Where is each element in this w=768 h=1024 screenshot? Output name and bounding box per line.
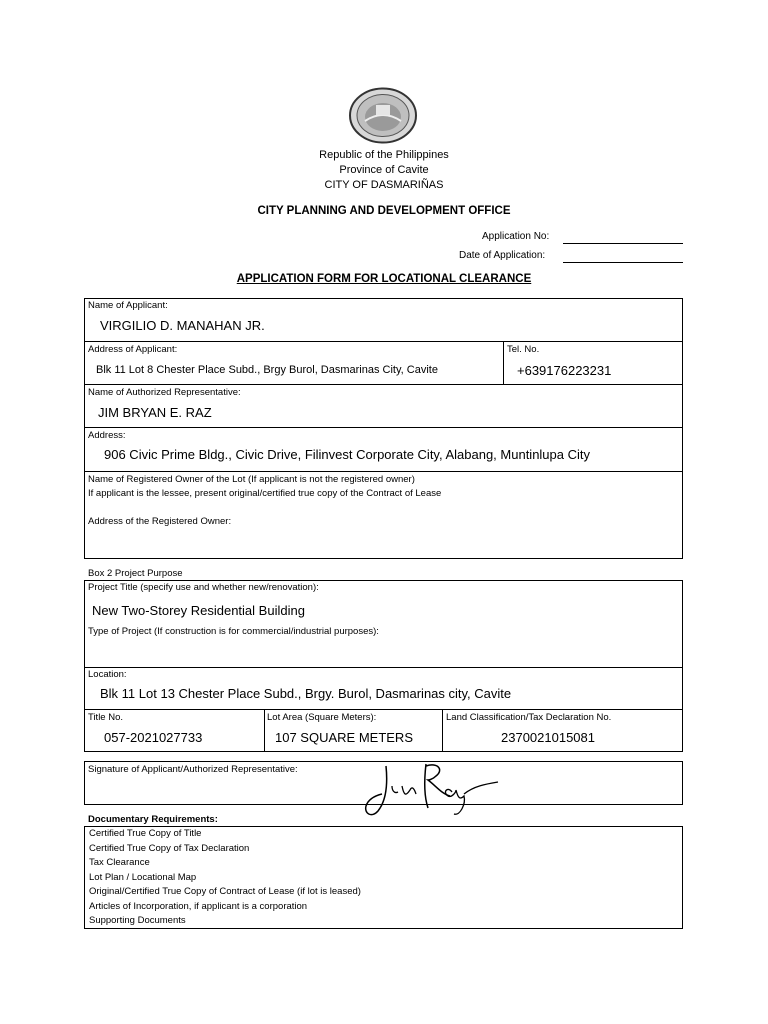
applicant-address[interactable]: Blk 11 Lot 8 Chester Place Subd., Brgy Burol, Dasmarinas City, Cavite	[96, 364, 438, 376]
land-class[interactable]: 2370021015081	[501, 730, 595, 745]
applicant-name[interactable]: VIRGILIO D. MANAHAN JR.	[100, 318, 265, 333]
project-title[interactable]: New Two-Storey Residential Building	[92, 603, 305, 618]
requirement-item: Lot Plan / Locational Map	[89, 872, 197, 883]
application-no-line[interactable]	[563, 243, 683, 244]
project-type-label: Type of Project (If construction is for commercial/industrial purposes):	[88, 626, 379, 637]
date-label: Date of Application:	[459, 250, 546, 261]
signature-mark[interactable]	[356, 756, 502, 826]
tel-label: Tel. No.	[507, 344, 540, 355]
project-title-label: Project Title (specify use and whether new/renovation):	[88, 582, 319, 593]
lot-area[interactable]: 107 SQUARE METERS	[275, 730, 413, 745]
requirement-item: Certified True Copy of Title	[89, 828, 202, 839]
application-no-label: Application No:	[482, 231, 550, 242]
requirement-item: Supporting Documents	[89, 915, 186, 926]
owner-note: If applicant is the lessee, present original/certified true copy of the Contract of Lease	[88, 488, 442, 499]
applicant-name-label: Name of Applicant:	[88, 300, 168, 311]
location[interactable]: Blk 11 Lot 13 Chester Place Subd., Brgy. Burol, Dasmarinas city, Cavite	[100, 686, 512, 701]
date-line[interactable]	[563, 262, 683, 263]
requirement-item: Original/Certified True Copy of Contract of Lease (if lot is leased)	[89, 886, 361, 897]
applicant-address-label: Address of Applicant:	[88, 344, 178, 355]
representative-name-label: Name of Authorized Representative:	[88, 387, 241, 398]
owner-label: Name of Registered Owner of the Lot (If applicant is not the registered owner)	[88, 474, 415, 485]
land-class-label: Land Classification/Tax Declaration No.	[446, 712, 612, 723]
requirement-item: Certified True Copy of Tax Declaration	[89, 843, 250, 854]
header-province: Province of Cavite	[339, 164, 429, 176]
owner-address-label: Address of the Registered Owner:	[88, 516, 232, 527]
title-no-label: Title No.	[88, 712, 124, 723]
header-republic: Republic of the Philippines	[319, 149, 449, 161]
requirements-label: Documentary Requirements:	[88, 814, 218, 825]
representative-name[interactable]: JIM BRYAN E. RAZ	[98, 405, 212, 420]
form-title: APPLICATION FORM FOR LOCATIONAL CLEARANCE	[236, 273, 532, 285]
representative-address-label: Address:	[88, 430, 126, 441]
city-seal	[348, 87, 418, 144]
requirement-item: Tax Clearance	[89, 857, 150, 868]
tel-value[interactable]: +639176223231	[517, 363, 612, 378]
requirement-item: Articles of Incorporation, if applicant is a corporation	[89, 901, 308, 912]
box2-label: Box 2 Project Purpose	[88, 568, 183, 579]
signature-label: Signature of Applicant/Authorized Representative:	[88, 764, 298, 775]
title-no[interactable]: 057-2021027733	[104, 730, 203, 745]
representative-address[interactable]: 906 Civic Prime Bldg., Civic Drive, Filinvest Corporate City, Alabang, Muntinlupa City	[104, 447, 590, 462]
lot-area-label: Lot Area (Square Meters):	[267, 712, 377, 723]
header-city: CITY OF DASMARIÑAS	[324, 179, 444, 191]
location-label: Location:	[88, 669, 127, 680]
office-title: CITY PLANNING AND DEVELOPMENT OFFICE	[257, 205, 511, 217]
